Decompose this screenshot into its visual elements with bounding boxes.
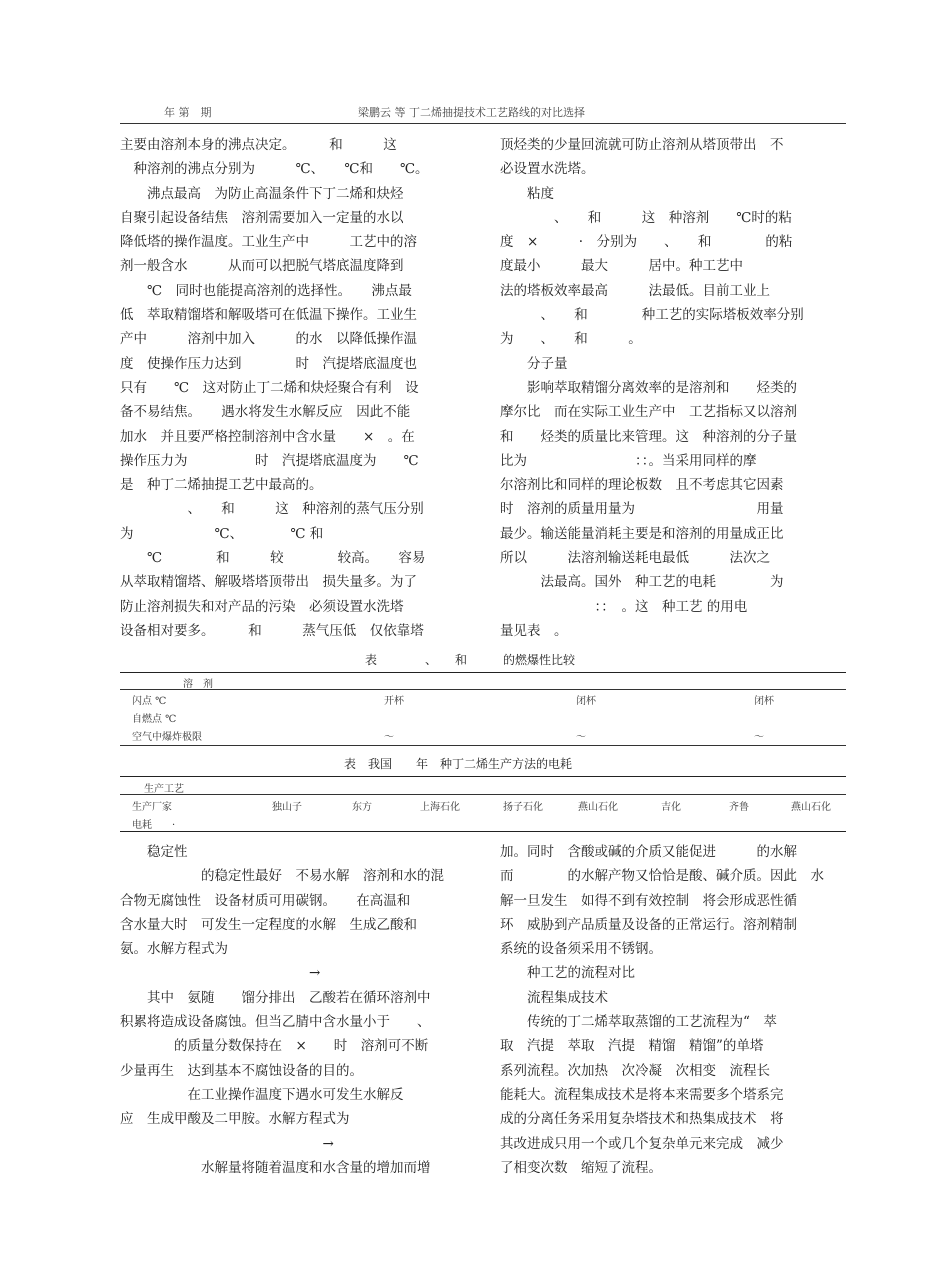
text-line: ：： 。这 种工艺 的用电 — [500, 598, 748, 615]
table1-top-rule — [120, 672, 846, 673]
text-line: 所以 法溶剂输送耗电最低 法次之 — [500, 550, 770, 567]
lower-left-column — [120, 840, 472, 1180]
text-line: 产中 溶剂中加入 的水 以降低操作温 — [120, 331, 417, 348]
table2-caption: 表 我国 年 种丁二烯生产方法的电耗 — [344, 757, 573, 771]
table2-factory-cell: 扬子石化 — [503, 802, 543, 813]
text-line: 积累将造成设备腐蚀。但当乙腈中含水量小于 、 — [120, 1014, 431, 1031]
text-line: 必设置水洗塔。 — [500, 161, 595, 178]
text-line: 为 ℃、 ℃ 和 — [120, 525, 324, 542]
table2-factory-cell: 上海石化 — [420, 802, 460, 813]
table1-header-label: 溶 剂 — [183, 679, 213, 690]
text-line: 种工艺的流程对比 — [500, 965, 635, 982]
text-line: 和 烃类的质量比来管理。这 种溶剂的分子量 — [500, 428, 797, 445]
text-line: 粘度 — [500, 185, 554, 202]
table2-factory-cell: 吉化 — [661, 802, 681, 813]
table2-factory-cell: 独山子 — [272, 802, 302, 813]
table1-cell: 开杯 — [384, 696, 404, 707]
table1-row-label: 空气中爆炸极限 — [132, 732, 202, 743]
text-line: 应 生成甲酸及二甲胺。水解方程式为 — [120, 1111, 350, 1128]
table1-cell: 闭杯 — [754, 696, 774, 707]
text-line: 、 和 这 种溶剂 ℃时的粘 — [500, 209, 792, 226]
text-line: 系列流程。次加热 次冷凝 次相变 流程长 — [500, 1062, 770, 1079]
text-line: 系统的设备须采用不锈钢。 — [500, 941, 662, 958]
text-line: 剂一般含水 从而可以把脱气塔底温度降到 — [120, 258, 404, 275]
text-line: 自聚引起设备结焦 溶剂需要加入一定量的水以 — [120, 209, 404, 226]
text-line: 环 威胁到产品质量及设备的正常运行。溶剂精制 — [500, 916, 797, 933]
table2-mid-rule — [120, 794, 846, 795]
table1-row-label: 自燃点 ℃ — [132, 714, 177, 725]
table1-caption: 表 、 和 的燃爆性比较 — [365, 653, 576, 667]
table1-row-label: 闪点 ℃ — [132, 696, 167, 707]
table2-factory-cell: 燕山石化 — [578, 802, 618, 813]
text-line: 尔溶剂比和同样的理论板数 且不考虑其它因素 — [500, 477, 784, 494]
text-line: 比为 ：：。当采用同样的摩 — [500, 452, 757, 469]
table1-cell: ～ — [754, 732, 764, 743]
text-line: 操作压力为 时 汽提塔底温度为 ℃ — [120, 452, 419, 469]
text-line: 、 和 种工艺的实际塔板效率分别 — [500, 307, 804, 324]
text-line: 法最高。国外 种工艺的电耗 为 — [500, 574, 784, 591]
table2-bottom-rule — [120, 831, 846, 832]
text-line: 度 × · 分别为 、 和 的粘 — [500, 234, 793, 251]
text-line: 的稳定性最好 不易水解 溶剂和水的混 — [120, 868, 444, 885]
table2-factory-label: 生产厂家 — [132, 802, 172, 813]
text-line: 而 的水解产物又恰恰是酸、碱介质。因此 水 — [500, 868, 824, 885]
text-line: 最少。输送能量消耗主要是和溶剂的用量成正比 — [500, 525, 784, 542]
table1-cell: ～ — [384, 732, 394, 743]
text-line: 只有 ℃ 这对防止丁二烯和炔烃聚合有利 设 — [120, 379, 419, 396]
table2-power-label: 电耗 · — [132, 820, 176, 831]
text-line: 法的塔板效率最高 法最低。目前工业上 — [500, 282, 770, 299]
upper-right-column — [500, 133, 850, 643]
text-line: 度 使操作压力达到 时 汽提塔底温度也 — [120, 355, 417, 372]
text-line: 加水 并且要严格控制溶剂中含水量 × 。在 — [120, 428, 415, 445]
text-line: 稳定性 — [120, 844, 188, 860]
text-line: 顶烃类的少量回流就可防止溶剂从塔顶带出 不 — [500, 137, 784, 153]
text-line: 从萃取精馏塔、解吸塔塔顶带出 损失量多。为了 — [120, 574, 417, 591]
table1-bottom-rule — [120, 745, 846, 746]
text-line: 传统的丁二烯萃取蒸馏的工艺流程为“ 萃 — [500, 1014, 777, 1031]
text-line: 的质量分数保持在 × 时 溶剂可不断 — [120, 1038, 429, 1055]
text-line: 备不易结焦。 遇水将发生水解反应 因此不能 — [120, 404, 411, 421]
header-rule — [120, 123, 846, 124]
table2-top-rule — [120, 776, 846, 777]
table1-mid-rule — [120, 689, 846, 690]
text-line: 分子量 — [500, 355, 568, 372]
running-title: 梁鹏云 等 丁二烯抽提技术工艺路线的对比选择 — [358, 106, 585, 119]
text-line: 影响萃取精馏分离效率的是溶剂和 烃类的 — [500, 379, 797, 396]
text-line: 水解量将随着温度和水含量的增加而增 — [120, 1159, 431, 1176]
text-line: 时 溶剂的质量用量为 用量 — [500, 501, 784, 518]
text-line: 沸点最高 为防止高温条件下丁二烯和炔烃 — [120, 185, 404, 202]
text-line: 在工业操作温度下遇水可发生水解反 — [120, 1086, 404, 1103]
text-line: 降低塔的操作温度。工业生产中 工艺中的溶 — [120, 234, 417, 251]
text-line: 主要由溶剂本身的沸点决定。 和 这 — [120, 137, 397, 153]
text-line: → — [120, 1135, 334, 1152]
text-line: 设备相对要多。 和 蒸气压低 仅依靠塔 — [120, 622, 424, 639]
text-line: 了相变次数 缩短了流程。 — [500, 1159, 662, 1176]
table2-factory-cell: 燕山石化 — [791, 802, 831, 813]
text-line: 氨。水解方程式为 — [120, 941, 228, 958]
table1-cell: ～ — [576, 732, 586, 743]
text-line: 其中 氨随 馏分排出 乙酸若在循环溶剂中 — [120, 989, 431, 1006]
table2-header-label: 生产工艺 — [144, 784, 184, 795]
text-line: 含水量大时 可发生一定程度的水解 生成乙酸和 — [120, 916, 417, 933]
text-line: 合物无腐蚀性 设备材质可用碳钢。 在高温和 — [120, 892, 411, 909]
table2-factory-cell: 齐鲁 — [729, 802, 749, 813]
text-line: 成的分离任务采用复杂塔技术和热集成技术 将 — [500, 1111, 784, 1128]
text-line: 是 种丁二烯抽提工艺中最高的。 — [120, 477, 323, 494]
table1-cell: 闭杯 — [576, 696, 596, 707]
text-line: 、 和 这 种溶剂的蒸气压分别 — [120, 501, 424, 518]
text-line: 加。同时 含酸或碱的介质又能促进 的水解 — [500, 844, 797, 860]
text-line: 度最小 最大 居中。种工艺中 — [500, 258, 743, 275]
text-line: 流程集成技术 — [500, 989, 608, 1006]
upper-left-column — [120, 133, 472, 643]
text-line: 能耗大。流程集成技术是将本来需要多个塔系完 — [500, 1086, 784, 1103]
issue-label: 年 第 期 — [164, 106, 212, 119]
lower-right-column — [500, 840, 850, 1180]
text-line: 防止溶剂损失和对产品的污染 必须设置水洗塔 — [120, 598, 404, 615]
text-line: 种溶剂的沸点分别为 ℃、 ℃和 ℃。 — [120, 161, 429, 178]
text-line: 量见表 。 — [500, 622, 568, 639]
text-line: 摩尔比 而在实际工业生产中 工艺指标又以溶剂 — [500, 404, 797, 421]
text-line: 少量再生 达到基本不腐蚀设备的目的。 — [120, 1062, 363, 1079]
text-line: ℃ 同时也能提高溶剂的选择性。 沸点最 — [120, 282, 412, 299]
text-line: 解一旦发生 如得不到有效控制 将会形成恶性循 — [500, 892, 797, 909]
text-line: ℃ 和 较 较高。 容易 — [120, 550, 426, 567]
text-line: 为 、 和 。 — [500, 331, 642, 348]
text-line: 取 汽提 萃取 汽提 精馏 精馏”的单塔 — [500, 1038, 764, 1055]
text-line: → — [120, 965, 321, 982]
table2-factory-cell: 东方 — [352, 802, 372, 813]
text-line: 低 萃取精馏塔和解吸塔可在低温下操作。工业生 — [120, 307, 417, 324]
text-line: 其改进成只用一个或几个复杂单元来完成 减少 — [500, 1135, 784, 1152]
